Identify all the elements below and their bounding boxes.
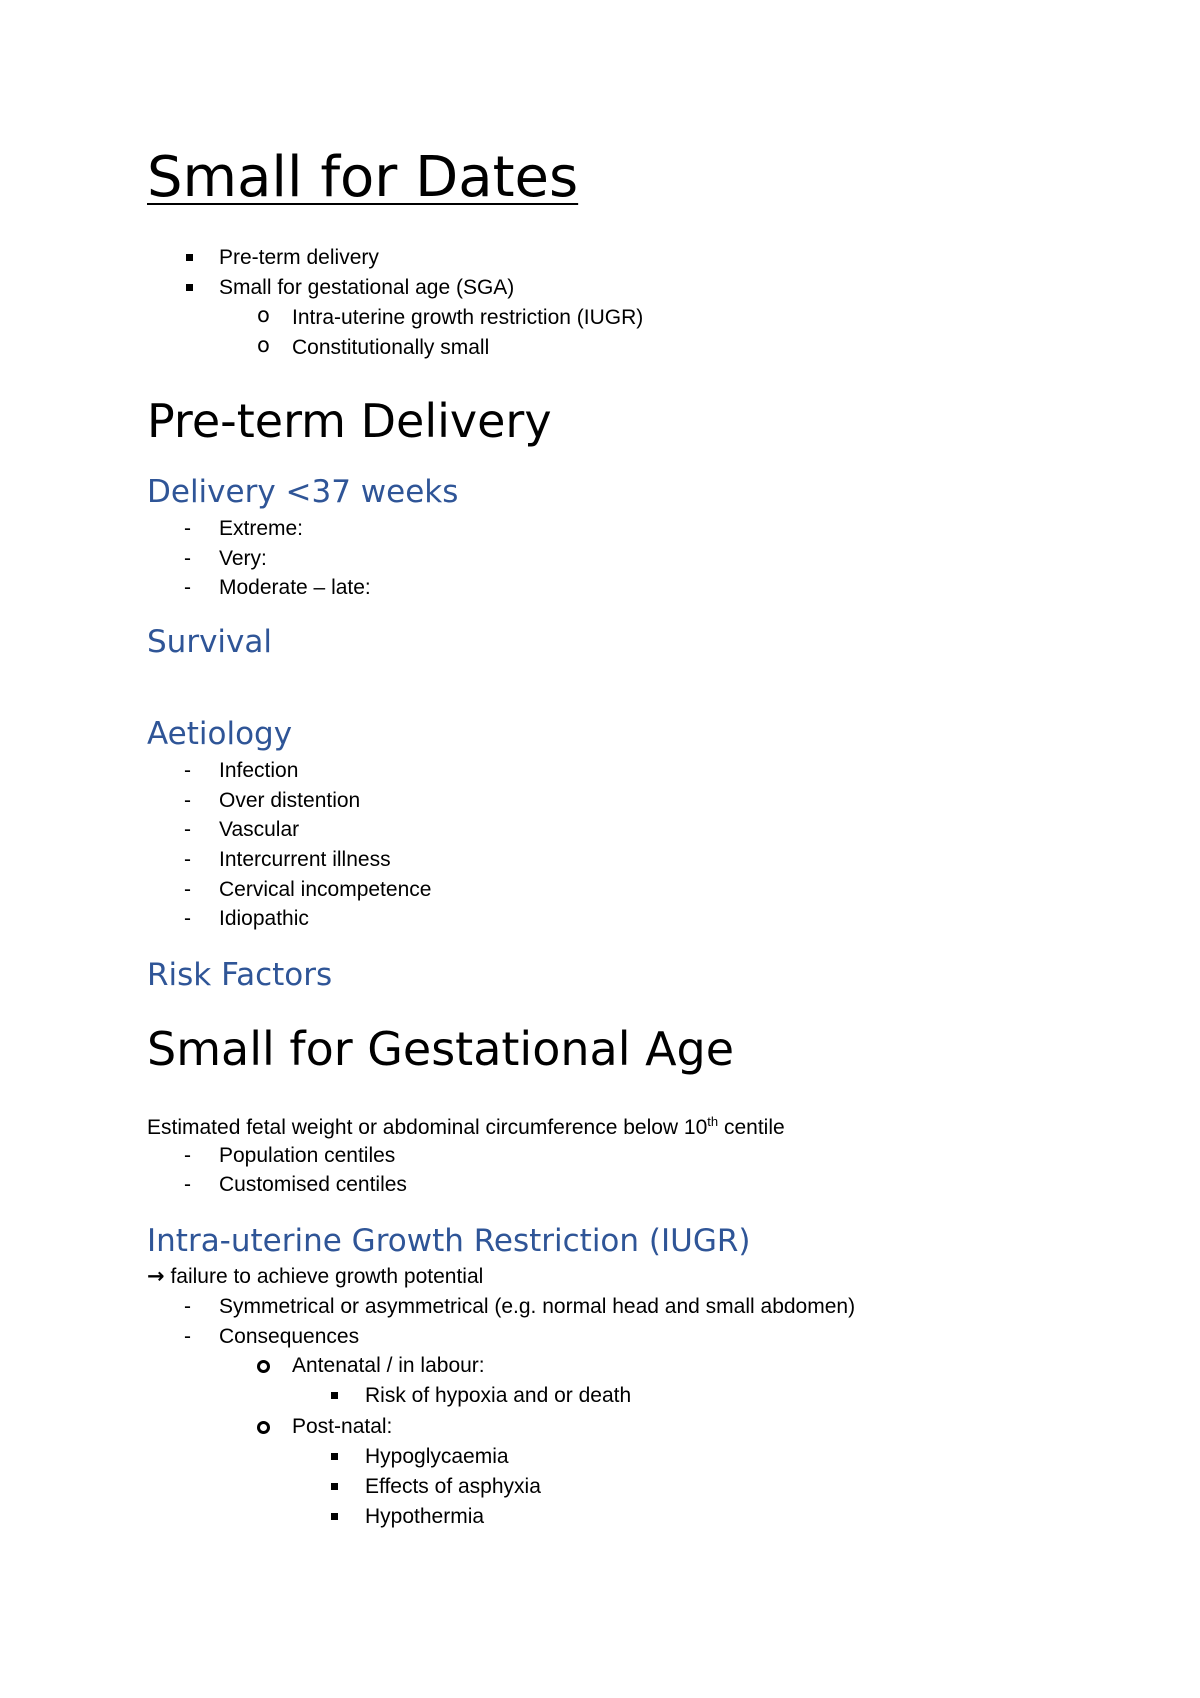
dash-marker: - xyxy=(184,1173,191,1196)
dash-marker: - xyxy=(184,848,191,871)
section-heading-preterm: Pre-term Delivery xyxy=(147,394,552,448)
list-item: Risk of hypoxia and or death xyxy=(365,1384,632,1407)
list-item: Hypoglycaemia xyxy=(365,1445,509,1468)
dash-marker: - xyxy=(184,1144,191,1167)
dash-marker: - xyxy=(184,576,191,599)
dash-marker: - xyxy=(184,547,191,570)
list-item: Post-natal: xyxy=(292,1415,393,1438)
bullet-circle-icon: o xyxy=(257,333,270,357)
document-title: Small for Dates xyxy=(147,145,579,210)
dash-marker: - xyxy=(184,907,191,930)
bullet-square-icon xyxy=(331,1513,338,1520)
bullet-square-icon xyxy=(331,1392,338,1399)
list-item: Symmetrical or asymmetrical (e.g. normal head and small abdomen) xyxy=(219,1295,856,1318)
bullet-square-icon xyxy=(331,1453,338,1460)
list-item: Infection xyxy=(219,759,299,782)
bullet-circle-icon xyxy=(257,1360,270,1373)
sga-definition: Estimated fetal weight or abdominal circumference below 10th centile xyxy=(147,1114,785,1139)
list-item: Moderate – late: xyxy=(219,576,371,599)
bullet-square-icon xyxy=(186,254,193,261)
list-item: Population centiles xyxy=(219,1144,396,1167)
dash-marker: - xyxy=(184,878,191,901)
dash-marker: - xyxy=(184,517,191,540)
list-item: Constitutionally small xyxy=(292,336,490,359)
subheading-survival: Survival xyxy=(147,624,272,660)
subheading-delivery: Delivery <37 weeks xyxy=(147,474,459,510)
subheading-aetiology: Aetiology xyxy=(147,716,293,752)
dash-marker: - xyxy=(184,789,191,812)
iugr-lead: → failure to achieve growth potential xyxy=(147,1264,484,1288)
dash-marker: - xyxy=(184,759,191,782)
list-item: Vascular xyxy=(219,818,300,841)
dash-marker: - xyxy=(184,818,191,841)
bullet-square-icon xyxy=(331,1483,338,1490)
list-item: Customised centiles xyxy=(219,1173,407,1196)
bullet-square-icon xyxy=(186,284,193,291)
list-item: Antenatal / in labour: xyxy=(292,1354,485,1377)
dash-marker: - xyxy=(184,1295,191,1318)
section-heading-sga: Small for Gestational Age xyxy=(147,1022,735,1076)
list-item: Over distention xyxy=(219,789,361,812)
list-item: Effects of asphyxia xyxy=(365,1475,541,1498)
list-item: Extreme: xyxy=(219,517,304,540)
list-item: Intra-uterine growth restriction (IUGR) xyxy=(292,306,644,329)
subheading-risk-factors: Risk Factors xyxy=(147,957,333,993)
list-item: Cervical incompetence xyxy=(219,878,432,901)
list-item: Very: xyxy=(219,547,267,570)
list-item: Intercurrent illness xyxy=(219,848,391,871)
bullet-circle-icon xyxy=(257,1421,270,1434)
list-item: Idiopathic xyxy=(219,907,309,930)
list-item: Consequences xyxy=(219,1325,360,1348)
list-item: Small for gestational age (SGA) xyxy=(219,276,515,299)
list-item: Pre-term delivery xyxy=(219,246,379,269)
bullet-circle-icon: o xyxy=(257,303,270,327)
arrow-right-icon: → xyxy=(147,1264,165,1288)
list-item: Hypothermia xyxy=(365,1505,485,1528)
subheading-iugr: Intra-uterine Growth Restriction (IUGR) xyxy=(147,1223,751,1259)
dash-marker: - xyxy=(184,1325,191,1348)
